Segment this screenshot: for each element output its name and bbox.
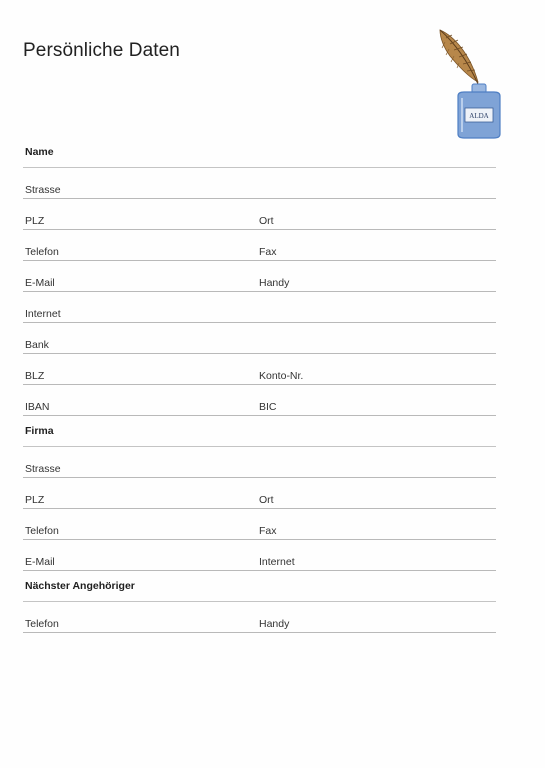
field-label: Ort xyxy=(259,215,274,227)
field-label: Strasse xyxy=(25,184,61,196)
section-heading: Firma xyxy=(25,425,54,437)
field-label: IBAN xyxy=(25,401,50,413)
field-label: BIC xyxy=(259,401,277,413)
page-title: Persönliche Daten xyxy=(23,40,180,61)
field-label: Fax xyxy=(259,525,277,537)
field-label: Telefon xyxy=(25,525,59,537)
field-label: Internet xyxy=(25,308,61,320)
feather-icon xyxy=(440,30,478,84)
section-heading-row xyxy=(23,416,496,447)
field-label: Konto-Nr. xyxy=(259,370,304,382)
section-heading-row xyxy=(23,136,496,168)
svg-text:ALDA: ALDA xyxy=(469,112,489,120)
form-field-row[interactable] xyxy=(23,261,496,292)
field-label: PLZ xyxy=(25,215,45,227)
field-label: BLZ xyxy=(25,370,45,382)
form-field-row[interactable] xyxy=(23,540,496,571)
field-label: Fax xyxy=(259,246,277,258)
field-label: Ort xyxy=(259,494,274,506)
section-heading-row xyxy=(23,571,496,602)
field-label: Handy xyxy=(259,618,290,630)
field-label: E-Mail xyxy=(25,277,55,289)
field-label: Handy xyxy=(259,277,290,289)
ink-bottle-icon xyxy=(458,84,500,138)
field-label: Internet xyxy=(259,556,295,568)
field-label: Telefon xyxy=(25,246,59,258)
form-field-row[interactable] xyxy=(23,602,496,633)
field-label: E-Mail xyxy=(25,556,55,568)
form-field-row[interactable] xyxy=(23,478,496,509)
form-field-row[interactable] xyxy=(23,385,496,416)
form-field-row[interactable] xyxy=(23,323,496,354)
field-label: Strasse xyxy=(25,463,61,475)
quill-ink-bottle-icon xyxy=(432,26,502,142)
form-field-row[interactable] xyxy=(23,230,496,261)
form-field-row[interactable] xyxy=(23,199,496,230)
personal-data-form xyxy=(23,136,496,633)
form-field-row[interactable] xyxy=(23,447,496,478)
form-field-row[interactable] xyxy=(23,168,496,199)
form-field-row[interactable] xyxy=(23,354,496,385)
section-heading: Name xyxy=(25,146,54,158)
form-field-row[interactable] xyxy=(23,509,496,540)
field-label: Bank xyxy=(25,339,49,351)
field-label: PLZ xyxy=(25,494,45,506)
field-label: Telefon xyxy=(25,618,59,630)
section-heading: Nächster Angehöriger xyxy=(25,580,135,592)
form-field-row[interactable] xyxy=(23,292,496,323)
